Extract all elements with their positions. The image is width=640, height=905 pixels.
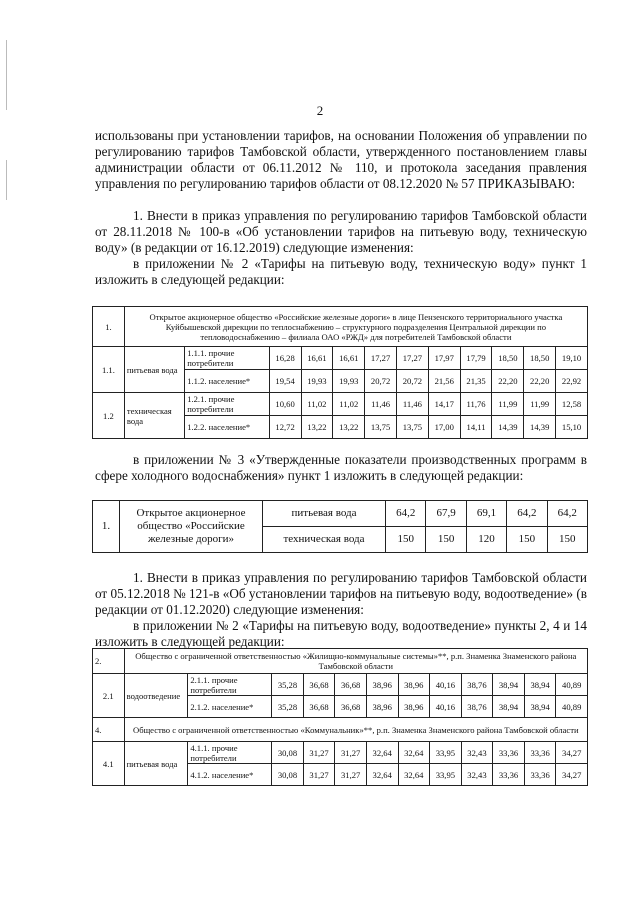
tariff-value-cell: 33,95 — [430, 764, 462, 786]
indicator-value-cell: 150 — [426, 527, 466, 553]
tariff-value-cell: 10,60 — [269, 393, 301, 416]
tariff-value-cell: 40,89 — [556, 696, 588, 718]
tariff-value-cell: 32,43 — [461, 764, 493, 786]
tariff-value-cell: 20,72 — [397, 370, 429, 393]
tariff-value-cell: 11,76 — [460, 393, 492, 416]
tariff-value-cell: 32,43 — [461, 742, 493, 764]
row-number-cell: 4. — [93, 718, 125, 742]
tariff-value-cell: 38,76 — [461, 696, 493, 718]
tariff-value-cell: 21,56 — [428, 370, 460, 393]
organization-cell: Общество с ограниченной ответственностью «Коммунальник»**, р.п. Знаменка Знаменского района Тамбовской области — [124, 718, 587, 742]
row-number-cell: 1. — [93, 307, 125, 347]
amendment-1-paragraph: 1. Внести в приказ управления по регулированию тарифов Тамбовской области от 28.11.2018 № 100-в «Об установлении тарифов на питьевую воду, техническую воду» (в редакции от 16.12.2019) следующие изменения: — [95, 208, 587, 255]
water-type-cell: питьевая вода — [263, 501, 386, 527]
row-number-cell: 1. — [93, 501, 120, 553]
tariff-value-cell: 31,27 — [335, 742, 367, 764]
group-number-cell: 4.1 — [93, 742, 125, 786]
organization-cell: Общество с ограниченной ответственностью «Жилищно-коммунальные системы»**, р.п. Знаменка Знаменского района Тамбовской области — [124, 649, 587, 674]
tariff-value-cell: 36,68 — [303, 696, 335, 718]
tariff-value-cell: 13,22 — [301, 416, 333, 439]
appendix-3-paragraph: в приложении № 3 «Утвержденные показатели производственных программ в сфере холодного водоснабжения» пункт 1 изложить в следующей редакции: — [95, 452, 587, 483]
tariff-value-cell: 20,72 — [365, 370, 397, 393]
tariff-value-cell: 36,68 — [335, 696, 367, 718]
water-type-cell: питьевая вода — [124, 347, 184, 393]
tariff-value-cell: 19,93 — [333, 370, 365, 393]
tariff-value-cell: 19,10 — [556, 347, 588, 370]
tariff-value-cell: 31,27 — [303, 764, 335, 786]
tariff-value-cell: 12,72 — [269, 416, 301, 439]
consumer-category-cell: 4.1.2. население* — [188, 764, 272, 786]
tariff-value-cell: 11,02 — [301, 393, 333, 416]
tariff-value-cell: 32,64 — [398, 764, 430, 786]
tariff-value-cell: 38,94 — [524, 696, 556, 718]
tariff-value-cell: 35,28 — [272, 674, 304, 696]
table-row — [93, 742, 588, 764]
tariff-value-cell: 38,96 — [366, 674, 398, 696]
tariff-value-cell: 32,64 — [398, 742, 430, 764]
consumer-category-cell: 2.1.1. прочие потребители — [188, 674, 272, 696]
tariff-value-cell: 33,36 — [493, 764, 525, 786]
tariff-value-cell: 33,95 — [430, 742, 462, 764]
consumer-category-cell: 1.2.1. прочие потребители — [185, 393, 270, 416]
page-number: 2 — [316, 103, 324, 118]
table-row — [93, 393, 588, 416]
row-number-cell: 2. — [93, 649, 125, 674]
amendment-2-paragraph: 1. Внести в приказ управления по регулированию тарифов Тамбовской области от 05.12.2018 № 121-в «Об установлении тарифов на питьевую воду, водоотведение» (в редакции от 01.12.2020) следующие изменения: — [95, 570, 587, 617]
table-row — [93, 307, 588, 347]
tariff-value-cell: 33,36 — [524, 764, 556, 786]
indicator-value-cell: 69,1 — [466, 501, 506, 527]
tariff-value-cell: 40,16 — [430, 674, 462, 696]
table-row — [93, 501, 588, 527]
tariff-value-cell: 22,20 — [492, 370, 524, 393]
indicator-value-cell: 150 — [386, 527, 426, 553]
tariff-value-cell: 11,46 — [365, 393, 397, 416]
table-row — [93, 718, 588, 742]
tariff-value-cell: 32,64 — [366, 742, 398, 764]
group-number-cell: 2.1 — [93, 674, 125, 718]
indicator-value-cell: 64,2 — [386, 501, 426, 527]
tariff-value-cell: 38,94 — [524, 674, 556, 696]
tariff-value-cell: 17,97 — [428, 347, 460, 370]
tariff-value-cell: 13,22 — [333, 416, 365, 439]
tariff-value-cell: 17,00 — [428, 416, 460, 439]
tariff-value-cell: 30,08 — [272, 764, 304, 786]
tariff-value-cell: 40,16 — [430, 696, 462, 718]
tariff-value-cell: 30,08 — [272, 742, 304, 764]
consumer-category-cell: 1.2.2. население* — [185, 416, 270, 439]
tariff-value-cell: 11,99 — [492, 393, 524, 416]
tariff-value-cell: 11,99 — [524, 393, 556, 416]
tariff-value-cell: 14,11 — [460, 416, 492, 439]
indicator-value-cell: 64,2 — [547, 501, 587, 527]
indicator-value-cell: 150 — [547, 527, 587, 553]
intro-paragraph: использованы при установлении тарифов, на основании Положения об управлении по регулированию тарифов Тамбовской области, утвержденного постановлением главы администрации области от 06.11.2012 № 110, и протокола заседания правления управления по регулированию тарифов области от 08.12.2020 № 57 ПРИКАЗЫВАЮ: — [95, 128, 587, 191]
tariff-value-cell: 32,64 — [366, 764, 398, 786]
appendix-2-paragraph: в приложении № 2 «Тарифы на питьевую воду, техническую воду» пункт 1 изложить в следующей редакции: — [95, 256, 587, 287]
organization-cell: Открытое акционерное общество «Российские железные дороги» — [120, 501, 263, 553]
tariff-value-cell: 38,76 — [461, 674, 493, 696]
tariff-value-cell: 16,28 — [269, 347, 301, 370]
tariff-table-znamenka — [92, 648, 588, 786]
table-row — [93, 674, 588, 696]
tariff-table-rzd — [92, 306, 588, 439]
tariff-value-cell: 13,75 — [365, 416, 397, 439]
table-row — [93, 347, 588, 370]
tariff-value-cell: 11,46 — [397, 393, 429, 416]
tariff-value-cell: 36,68 — [335, 674, 367, 696]
tariff-value-cell: 38,96 — [398, 696, 430, 718]
tariff-value-cell: 22,20 — [524, 370, 556, 393]
water-type-cell: техническая вода — [263, 527, 386, 553]
tariff-value-cell: 17,27 — [365, 347, 397, 370]
indicator-value-cell: 150 — [507, 527, 547, 553]
tariff-value-cell: 16,61 — [333, 347, 365, 370]
tariff-value-cell: 33,36 — [493, 742, 525, 764]
indicator-value-cell: 67,9 — [426, 501, 466, 527]
service-type-cell: водоотведение — [124, 674, 188, 718]
tariff-value-cell: 16,61 — [301, 347, 333, 370]
tariff-value-cell: 21,35 — [460, 370, 492, 393]
tariff-value-cell: 31,27 — [303, 742, 335, 764]
scan-margin-mark — [6, 160, 7, 200]
tariff-value-cell: 35,28 — [272, 696, 304, 718]
group-number-cell: 1.2 — [93, 393, 125, 439]
tariff-value-cell: 12,58 — [556, 393, 588, 416]
tariff-value-cell: 18,50 — [524, 347, 556, 370]
tariff-value-cell: 38,94 — [493, 674, 525, 696]
tariff-value-cell: 15,10 — [556, 416, 588, 439]
service-type-cell: питьевая вода — [124, 742, 188, 786]
tariff-value-cell: 14,39 — [524, 416, 556, 439]
tariff-value-cell: 33,36 — [524, 742, 556, 764]
tariff-value-cell: 38,94 — [493, 696, 525, 718]
scan-margin-mark — [6, 40, 7, 110]
table-row — [93, 649, 588, 674]
consumer-category-cell: 4.1.1. прочие потребители — [188, 742, 272, 764]
tariff-value-cell: 36,68 — [303, 674, 335, 696]
tariff-value-cell: 14,39 — [492, 416, 524, 439]
tariff-value-cell: 17,79 — [460, 347, 492, 370]
water-type-cell: техническая вода — [124, 393, 184, 439]
consumer-category-cell: 1.1.1. прочие потребители — [185, 347, 270, 370]
tariff-value-cell: 31,27 — [335, 764, 367, 786]
appendix-2-waste-paragraph: в приложении № 2 «Тарифы на питьевую воду, водоотведение» пункты 2, 4 и 14 изложить в следующей редакции: — [95, 618, 587, 649]
group-number-cell: 1.1. — [93, 347, 125, 393]
tariff-value-cell: 34,27 — [556, 764, 588, 786]
tariff-value-cell: 22,92 — [556, 370, 588, 393]
organization-cell: Открытое акционерное общество «Российские железные дороги» в лице Пензенского территориального участка Куйбышевской дирекции по теплоснабжению – структурного подразделения Центральной дирекции по тепловодоснабжению – филиала ОАО «РЖД» для потребителей Тамбовской области — [124, 307, 587, 347]
tariff-value-cell: 18,50 — [492, 347, 524, 370]
tariff-value-cell: 14,17 — [428, 393, 460, 416]
tariff-value-cell: 40,89 — [556, 674, 588, 696]
tariff-value-cell: 11,02 — [333, 393, 365, 416]
tariff-value-cell: 13,75 — [397, 416, 429, 439]
indicator-value-cell: 64,2 — [507, 501, 547, 527]
tariff-value-cell: 38,96 — [398, 674, 430, 696]
indicator-value-cell: 120 — [466, 527, 506, 553]
tariff-value-cell: 38,96 — [366, 696, 398, 718]
indicators-table — [92, 500, 588, 553]
tariff-value-cell: 19,54 — [269, 370, 301, 393]
consumer-category-cell: 1.1.2. население* — [185, 370, 270, 393]
consumer-category-cell: 2.1.2. население* — [188, 696, 272, 718]
tariff-value-cell: 19,93 — [301, 370, 333, 393]
tariff-value-cell: 17,27 — [397, 347, 429, 370]
tariff-value-cell: 34,27 — [556, 742, 588, 764]
